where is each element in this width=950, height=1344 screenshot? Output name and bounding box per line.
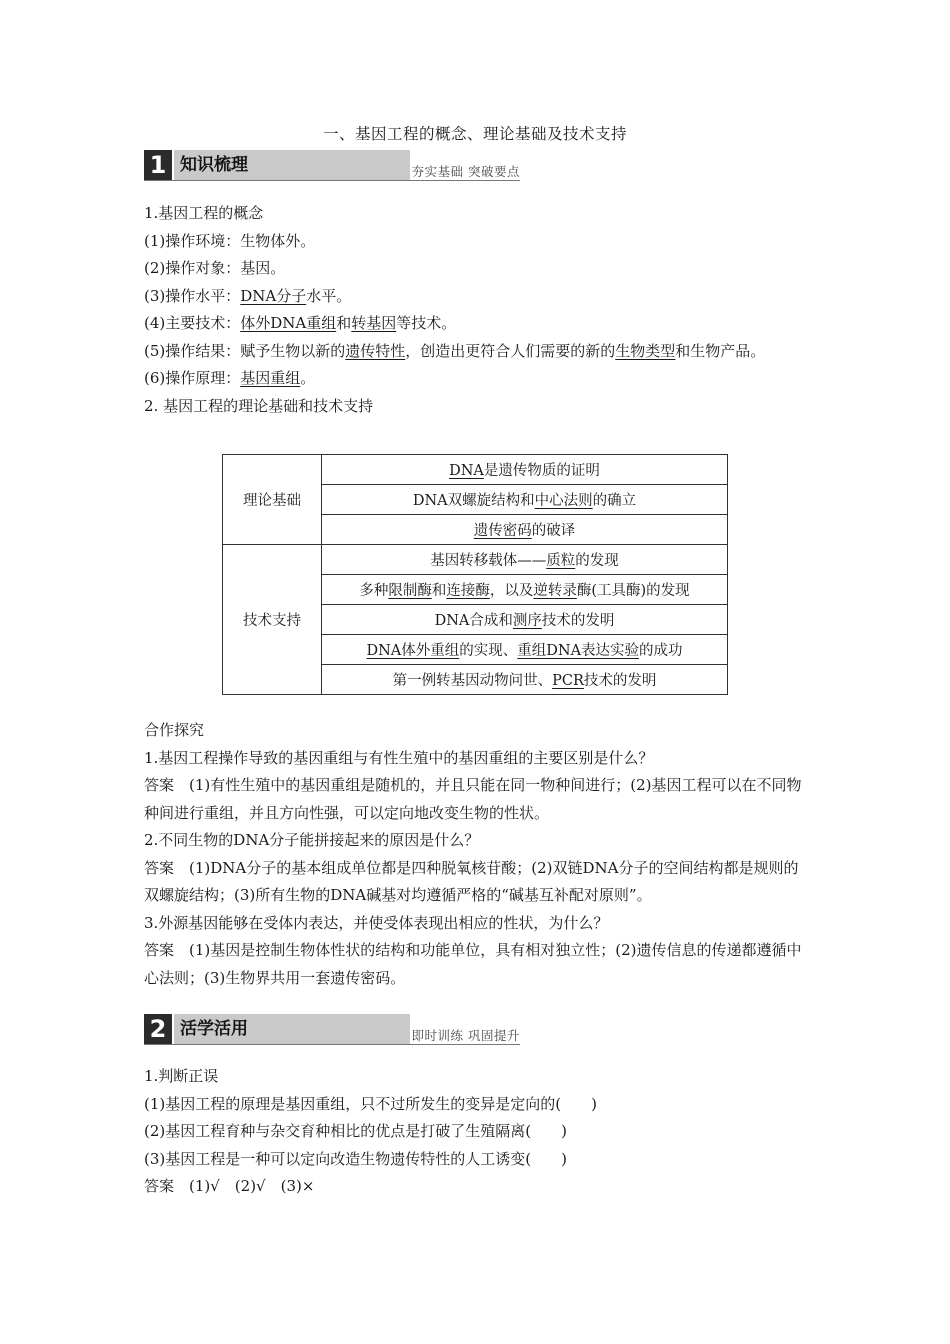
section-number: 2 bbox=[144, 1014, 172, 1044]
section-banner-practice bbox=[144, 1014, 520, 1046]
section-banner-knowledge bbox=[144, 150, 520, 182]
concept-line-5: (5)操作结果：赋予生物以新的遗传特性，创造出更符合人们需要的新的生物类型和生物产品。 bbox=[144, 341, 766, 360]
concept-heading: 1.基因工程的概念 bbox=[144, 204, 264, 222]
table-cell: 第一例转基因动物问世、PCR技术的发明 bbox=[322, 665, 728, 695]
tech-label: 技术支持 bbox=[223, 545, 322, 695]
concept-line-6: (6)操作原理：基因重组。 bbox=[144, 369, 316, 387]
concept-line-2: (2)操作对象：基因。 bbox=[144, 259, 286, 277]
question-1: 1.基因工程操作导致的基因重组与有性生殖中的基因重组的主要区别是什么？ bbox=[144, 748, 654, 767]
section-tag: 夯实基础 突破要点 bbox=[411, 164, 520, 179]
judge-item-2: (2)基因工程育种与杂交育种相比的优点是打破了生殖隔离( ) bbox=[144, 1122, 567, 1140]
section-label: 知识梳理 bbox=[174, 150, 410, 180]
answer-2: 答案 (1)DNA分子的基本组成单位都是四种脱氧核苷酸；(2)双链DNA分子的空间结构都是规则的双螺旋结构；(3)所有生物的DNA碱基对均遵循严格的“碱基互补配对原则”。 bbox=[144, 858, 799, 904]
table-cell: DNA是遗传物质的证明 bbox=[322, 455, 728, 485]
page-title: 一、基因工程的概念、理论基础及技术支持 bbox=[322, 125, 627, 143]
theory-label: 理论基础 bbox=[223, 455, 322, 545]
judge-item-3: (3)基因工程是一种可以定向改造生物遗传特性的人工诱变( ) bbox=[144, 1149, 567, 1168]
section-label: 活学活用 bbox=[174, 1014, 410, 1044]
explore-heading: 合作探究 bbox=[144, 721, 205, 739]
question-2: 2.不同生物的DNA分子能拼接起来的原因是什么？ bbox=[144, 831, 480, 849]
table-cell: 多种限制酶和连接酶，以及逆转录酶(工具酶)的发现 bbox=[322, 575, 728, 605]
concept-line-1: (1)操作环境：生物体外。 bbox=[144, 231, 316, 250]
basis-heading: 2. 基因工程的理论基础和技术支持 bbox=[144, 396, 374, 415]
table-cell: 遗传密码的破译 bbox=[322, 515, 728, 545]
banner-rule bbox=[144, 1044, 520, 1045]
practice-answer: 答案 (1)√ (2)√ (3)× bbox=[144, 1177, 315, 1195]
table-cell: 基因转移载体——质粒的发现 bbox=[322, 545, 728, 575]
explore-section bbox=[144, 717, 810, 992]
concept-line-4: (4)主要技术：体外DNA重组和转基因等技术。 bbox=[144, 314, 457, 332]
concept-section bbox=[144, 200, 810, 420]
judge-item-1: (1)基因工程的原理是基因重组，只不过所发生的变异是定向的( ) bbox=[144, 1094, 597, 1113]
section-tag: 即时训练 巩固提升 bbox=[411, 1028, 520, 1043]
concept-line-3: (3)操作水平：DNA分子水平。 bbox=[144, 286, 352, 305]
table-cell: DNA合成和测序技术的发明 bbox=[322, 605, 728, 635]
table-cell: DNA双螺旋结构和中心法则的确立 bbox=[322, 485, 728, 515]
section-number: 1 bbox=[144, 150, 172, 180]
basis-table bbox=[222, 454, 728, 695]
practice-section bbox=[144, 1063, 810, 1201]
table-cell: DNA体外重组的实现、重组DNA表达实验的成功 bbox=[322, 635, 728, 665]
question-3: 3.外源基因能够在受体内表达，并使受体表现出相应的性状，为什么？ bbox=[144, 913, 609, 932]
banner-rule bbox=[144, 180, 520, 181]
answer-1: 答案 (1)有性生殖中的基因重组是随机的，并且只能在同一物种间进行；(2)基因工程可以在不同物种间进行重组，并且方向性强，可以定向地改变生物的性状。 bbox=[144, 776, 802, 822]
answer-3: 答案 (1)基因是控制生物体性状的结构和功能单位，具有相对独立性；(2)遗传信息的传递都遵循中心法则；(3)生物界共用一套遗传密码。 bbox=[144, 941, 802, 987]
practice-heading: 1.判断正误 bbox=[144, 1067, 219, 1085]
